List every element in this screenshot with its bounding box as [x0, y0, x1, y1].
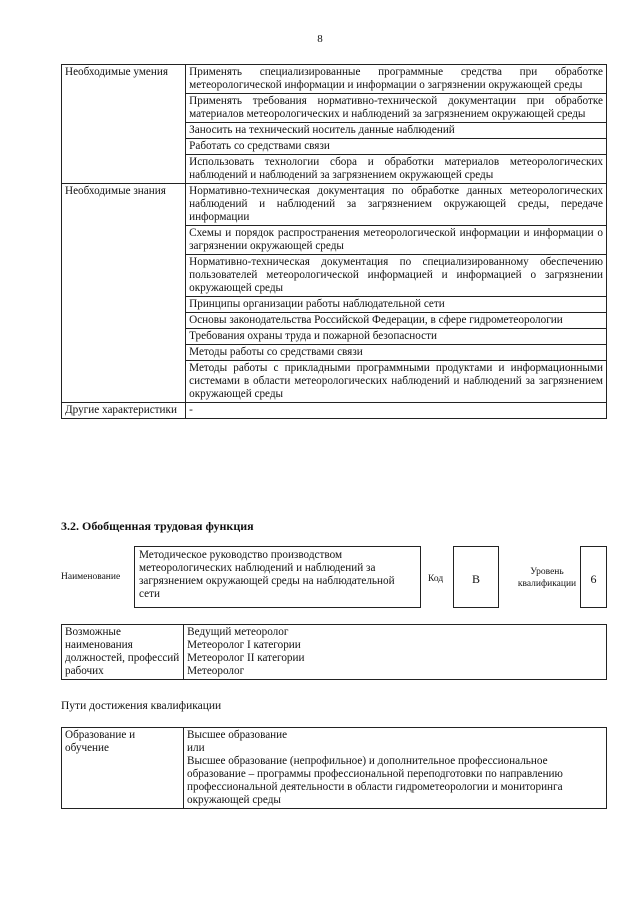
knowledge-item: Схемы и порядок распространения метеорологической информации и информации о загрязнении окружающей среды [186, 226, 607, 255]
other-value: - [186, 403, 607, 419]
knowledge-item: Требования охраны труда и пожарной безопасности [186, 329, 607, 345]
knowledge-item: Принципы организации работы наблюдательной сети [186, 297, 607, 313]
knowledge-item: Нормативно-техническая документация по специализированному обеспечению пользователей метеорологической информацией и информацией о загрязнении окружающей среды [186, 255, 607, 297]
education-line: Высшее образование [187, 729, 288, 741]
skill-item: Применять требования нормативно-технической документации при обработке материалов метеорологических и наблюдений за загрязнением окружающей среды [186, 94, 607, 123]
position-item: Ведущий метеоролог [187, 626, 289, 638]
code-value: B [453, 546, 499, 608]
name-value: Методическое руководство производством метеорологических наблюдений и наблюдений за загрязнением окружающей среды на наблюдательной сети [134, 546, 421, 608]
level-value: 6 [580, 546, 607, 608]
skill-item: Использовать технологии сбора и обработки материалов метеорологических наблюдений и наблюдений за загрязнением окружающей среды [186, 155, 607, 184]
section-title: 3.2. Обобщенная трудовая функция [61, 519, 254, 533]
skill-item: Заносить на технический носитель данные наблюдений [186, 123, 607, 139]
positions-label: Возможные наименования должностей, профессий рабочих [62, 625, 184, 680]
table-row [62, 728, 607, 809]
position-item: Метеоролог I категории [187, 639, 301, 651]
knowledge-item: Методы работы со средствами связи [186, 345, 607, 361]
level-label: Уровень квалификации [517, 567, 577, 589]
education-line: или [187, 742, 205, 754]
page-number: 8 [317, 33, 323, 45]
skills-label: Необходимые умения [62, 65, 186, 184]
positions-table [61, 624, 607, 680]
skill-item: Применять специализированные программные средства при обработке метеорологической информации и информации о загрязнении окружающей среды [186, 65, 607, 94]
competency-table [61, 64, 607, 419]
other-label: Другие характеристики [62, 403, 186, 419]
knowledge-item: Нормативно-техническая документация по обработке данных метеорологических наблюдений и наблюдений за загрязнением окружающей среды, передаче информации [186, 184, 607, 226]
knowledge-label: Необходимые знания [62, 184, 186, 403]
skill-item: Работать со средствами связи [186, 139, 607, 155]
table-row [62, 65, 607, 94]
paths-title: Пути достижения квалификации [61, 700, 222, 712]
position-item: Метеоролог II категории [187, 652, 305, 664]
education-label: Образование и обучение [62, 728, 184, 809]
positions-list [184, 625, 607, 680]
education-value [184, 728, 607, 809]
knowledge-item: Основы законодательства Российской Федерации, в сфере гидрометеорологии [186, 313, 607, 329]
knowledge-item: Методы работы с прикладными программными продуктами и информационными системами в области метеорологических наблюдений и наблюдений за загрязнением окружающей среды [186, 361, 607, 403]
education-line: Высшее образование (непрофильное) и дополнительное профессиональное образование – программы профессиональной переподготовки по направлению профессиональной деятельности в области гидрометеорологии и мониторинга окружающей среды [187, 755, 563, 806]
name-label: Наименование [61, 572, 121, 582]
code-label: Код [428, 574, 444, 584]
education-table [61, 727, 607, 809]
table-row [62, 184, 607, 226]
position-item: Метеоролог [187, 665, 245, 677]
table-row [62, 403, 607, 419]
table-row [62, 625, 607, 680]
